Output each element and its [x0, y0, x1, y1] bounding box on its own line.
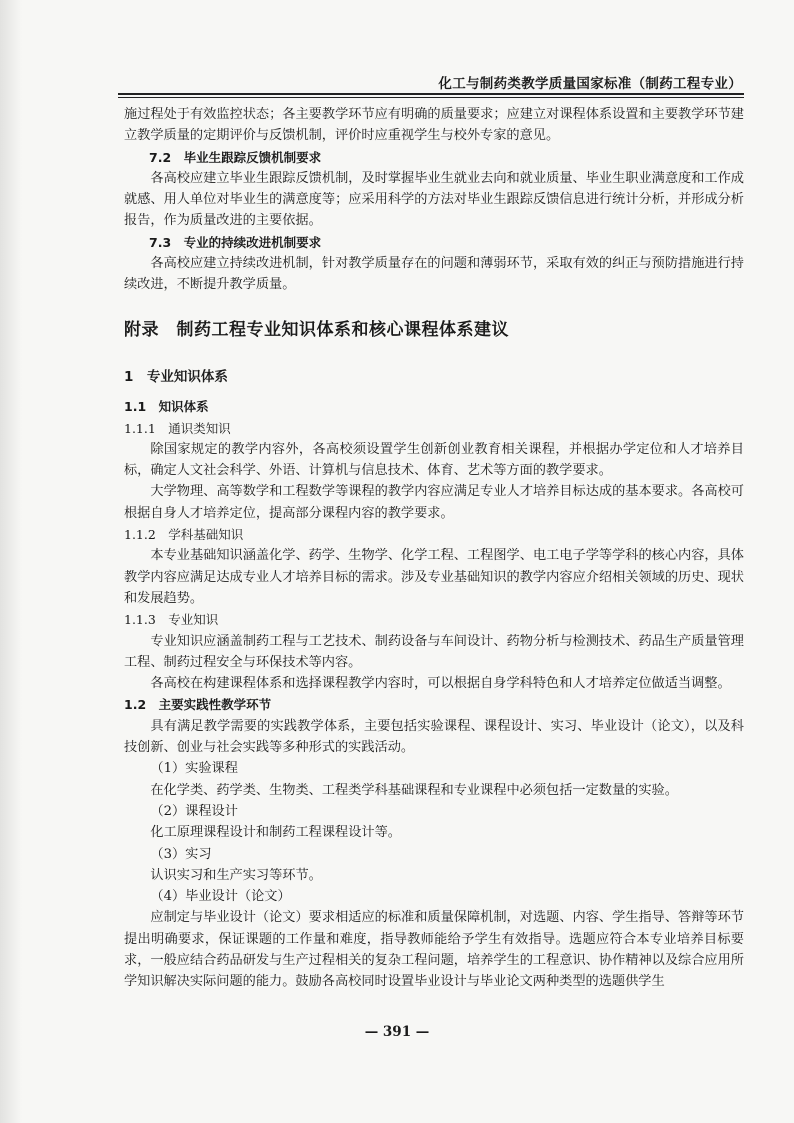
body-text: [124, 104, 744, 993]
paragraph: 具有满足教学需要的实践教学体系，主要包括实验课程、课程设计、实习、毕业设计（论文），以及科技创新、创业与社会实践等多种形式的实践活动。: [124, 718, 744, 756]
paragraph: 化工原理课程设计和制药工程课程设计等。: [150, 825, 401, 841]
paragraph: 施过程处于有效监控状态；各主要教学环节应有明确的质量要求；应建立对课程体系设置和主要教学环节建立教学质量的定期评价与反馈机制，评价时应重视学生与校外专家的意见。: [124, 107, 744, 144]
header-rule-thin: [118, 97, 744, 98]
running-header: 化工与制药类教学质量国家标准（制药工程专业）: [438, 76, 742, 92]
section-heading-7-3: 7.3 专业的持续改进机制要求: [149, 234, 322, 250]
appendix-title: 附录 制药工程专业知识体系和核心课程体系建议: [124, 319, 509, 340]
paragraph: 专业知识应涵盖制药工程与工艺技术、制药设备与车间设计、药物分析与检测技术、药品生产质量管理工程、制药过程安全与环保技术等内容。: [124, 633, 744, 670]
paragraph: 本专业基础知识涵盖化学、药学、生物学、化学工程、工程图学、电工电子学等学科的核心内容，具体教学内容应满足达成专业人才培养目标的需求。涉及专业基础知识的教学内容应介绍相关领域的历史、现状和发展趋势。: [124, 548, 744, 606]
section-heading-7-2: 7.2 毕业生跟踪反馈机制要求: [149, 149, 322, 165]
list-item-label: （4）毕业设计（论文）: [150, 889, 291, 905]
scan-edge-shadow: [0, 0, 22, 1123]
paragraph: 在化学类、药学类、生物类、工程类学科基础课程和专业课程中必须包括一定数量的实验。: [150, 782, 678, 798]
page-number: — 391 —: [364, 1024, 430, 1040]
section-heading-1-1-2: 1.1.2 学科基础知识: [124, 527, 244, 543]
section-heading-1-1-1: 1.1.1 通识类知识: [124, 420, 231, 436]
list-item-label: （1）实验课程: [150, 761, 238, 777]
paragraph: 认识实习和生产实习等环节。: [150, 867, 322, 883]
list-item-label: （2）课程设计: [150, 803, 238, 819]
paragraph: 大学物理、高等数学和工程数学等课程的教学内容应满足专业人才培养目标达成的基本要求。各高校可根据自身人才培养定位，提高部分课程内容的教学要求。: [124, 484, 744, 521]
paragraph: 各高校在构建课程体系和选择课程教学内容时，可以根据自身学科特色和人才培养定位做适当调整。: [150, 676, 731, 692]
list-item-label: （3）实习: [150, 846, 212, 862]
section-heading-1-1-3: 1.1.3 专业知识: [124, 612, 219, 628]
header-rule: [118, 93, 744, 95]
section-heading-1-1: 1.1 知识体系: [124, 399, 209, 415]
section-heading-1-2: 1.2 主要实践性教学环节: [124, 697, 272, 713]
section-heading-1: 1 专业知识体系: [124, 368, 228, 385]
paragraph: 各高校应建立持续改进机制，针对教学质量存在的问题和薄弱环节，采取有效的纠正与预防措施进行持续改进，不断提升教学质量。: [124, 256, 744, 293]
paragraph: 应制定与毕业设计（论文）要求相适应的标准和质量保障机制，对选题、内容、学生指导、答辩等环节提出明确要求，保证课题的工作量和难度，指导教师能给予学生有效指导。选题应符合本专业培养目标要求，一般应结合药品研发与生产过程相关的复杂工程问题，培养学生的工程意识、协作精神以及综合应用所学知识解决实际问题的能力。鼓励各高校同时设置毕业设计与毕业论文两种类型的选题供学生: [124, 910, 744, 990]
paragraph: 各高校应建立毕业生跟踪反馈机制，及时掌握毕业生就业去向和就业质量、毕业生职业满意度和工作成就感、用人单位对毕业生的满意度等；应采用科学的方法对毕业生跟踪反馈信息进行统计分析，并形成分析报告，作为质量改进的主要依据。: [124, 170, 744, 229]
paragraph: 除国家规定的教学内容外，各高校须设置学生创新创业教育相关课程，并根据办学定位和人才培养目标，确定人文社会科学、外语、计算机与信息技术、体育、艺术等方面的教学要求。: [124, 441, 744, 479]
